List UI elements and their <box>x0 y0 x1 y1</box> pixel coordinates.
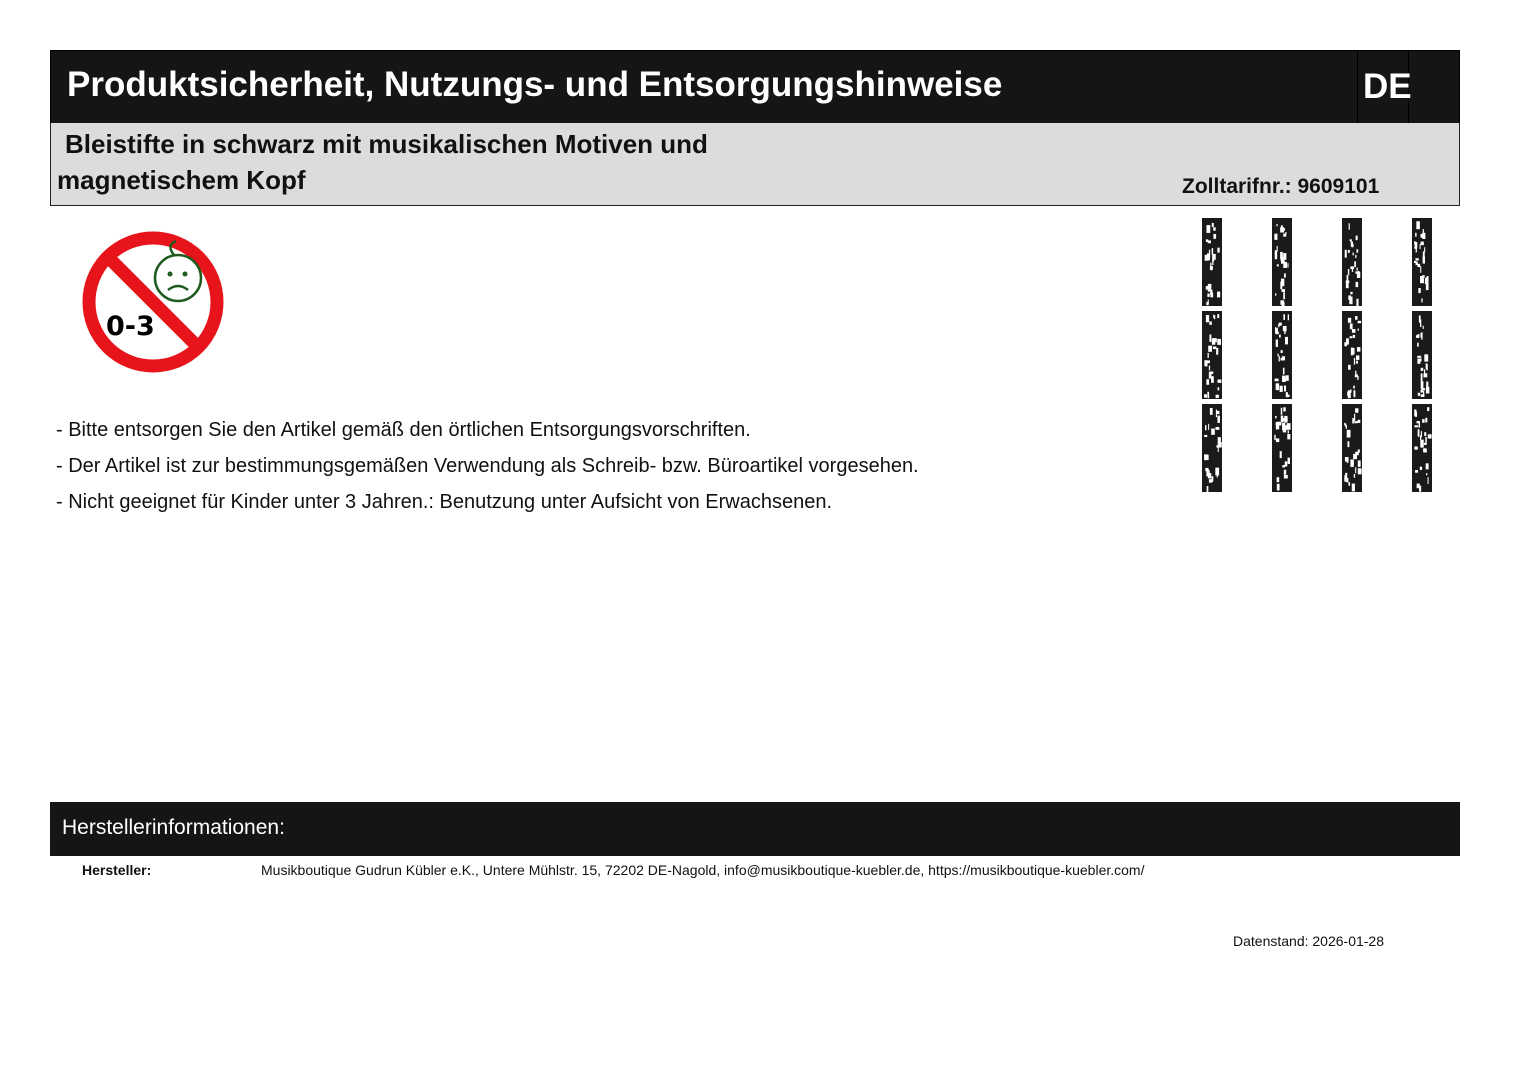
pencil-photo-9 <box>1202 404 1222 493</box>
pencil-photo-12 <box>1412 404 1432 492</box>
pencil-photo-3 <box>1342 218 1362 306</box>
pencil-photo-10 <box>1272 404 1292 492</box>
product-image-pencils <box>1196 214 1444 500</box>
usage-notes <box>56 412 919 520</box>
pencil-photo-7 <box>1342 311 1362 399</box>
pencil-photo-5 <box>1202 311 1222 399</box>
manufacturer-label: Hersteller: <box>82 862 152 878</box>
note-age-restriction: - Nicht geeignet für Kinder unter 3 Jahren.: Benutzung unter Aufsicht von Erwachsenen. <box>56 491 833 513</box>
title-bar <box>50 50 1460 124</box>
pencil-photo-11 <box>1342 404 1362 492</box>
data-date: Datenstand: 2026-01-28 <box>1233 933 1384 949</box>
page-title: Produktsicherheit, Nutzungs- und Entsorgungshinweise <box>67 65 1003 104</box>
manufacturer-section-title: Herstellerinformationen: <box>62 816 285 839</box>
language-code: DE <box>1357 51 1409 123</box>
product-name-bar <box>50 123 1460 206</box>
note-disposal: - Bitte entsorgen Sie den Artikel gemäß den örtlichen Entsorgungsvorschriften. <box>56 419 751 441</box>
pencil-photo-2 <box>1272 218 1292 309</box>
pencil-photo-8 <box>1412 311 1432 399</box>
pencil-photo-6 <box>1272 311 1292 399</box>
pencil-photo-1 <box>1202 218 1222 306</box>
manufacturer-section-bar <box>50 802 1460 856</box>
pencil-photo-4 <box>1412 218 1432 306</box>
product-name-line-2: magnetischem Kopf <box>57 165 306 195</box>
manufacturer-details: Musikboutique Gudrun Kübler e.K., Untere Mühlstr. 15, 72202 DE-Nagold, info@musikboutique-kuebler.de, https://musikboutique-kuebler.com/ <box>261 862 1145 878</box>
age-range-label: 0-3 <box>106 311 155 342</box>
customs-tariff-number: Zolltarifnr.: 9609101 <box>1182 175 1380 198</box>
not-suitable-for-children-0-3-icon <box>78 228 228 376</box>
product-name-line-1: Bleistifte in schwarz mit musikalischen Motiven und <box>65 129 708 159</box>
note-intended-use: - Der Artikel ist zur bestimmungsgemäßen Verwendung als Schreib- bzw. Büroartikel vorgesehen. <box>56 455 919 477</box>
